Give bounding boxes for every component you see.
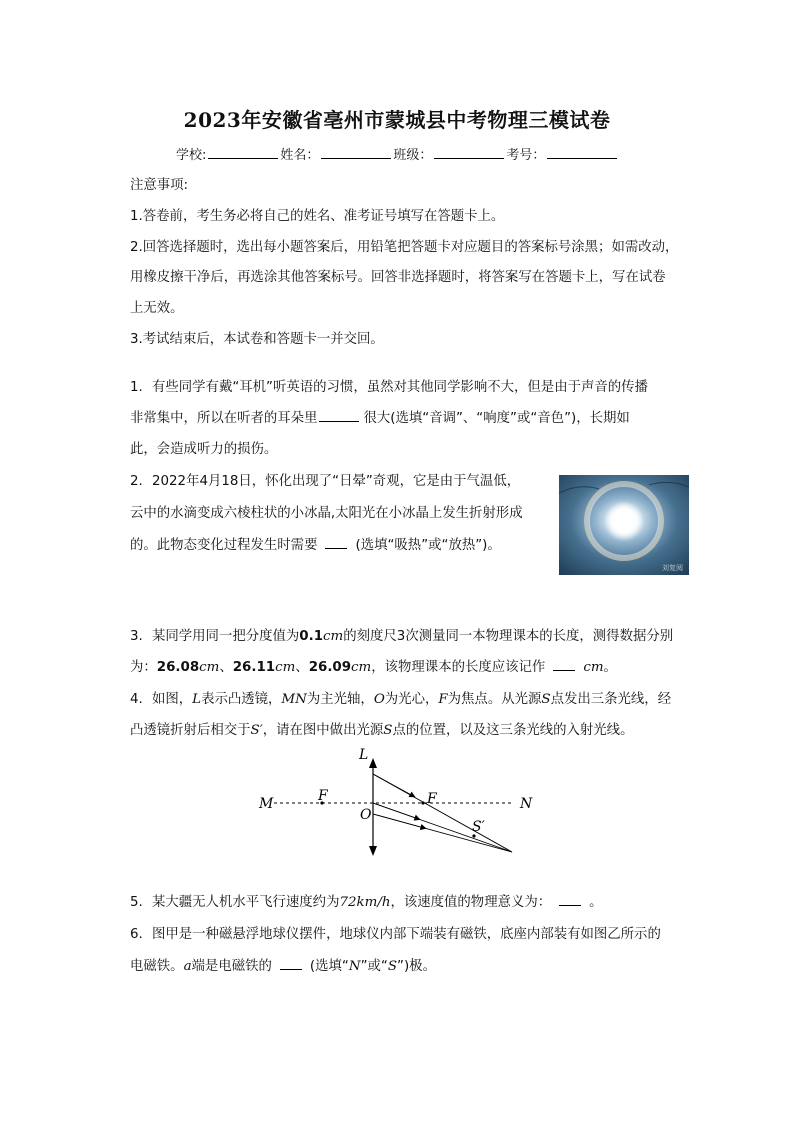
q1-line-3: 此，会造成听力的损伤。 — [130, 442, 278, 457]
q4-symbol: S — [541, 692, 551, 707]
q5-text: 。 — [589, 895, 603, 910]
q3-value: 0.1 — [299, 629, 324, 644]
q3-separator: 、 — [219, 660, 233, 675]
q3-measurement-2: 26.11 — [232, 660, 276, 675]
ray-1-arrow — [373, 774, 415, 797]
q3-line-1 — [130, 627, 673, 647]
q4-number: 4. — [130, 692, 143, 707]
school-label: 学校: — [176, 148, 207, 163]
lens-top-arrow — [369, 758, 377, 768]
q3-text: 某同学用同一把分度值为 — [152, 629, 300, 644]
q2-line-2: 云中的水滴变成六棱柱状的小冰晶,太阳光在小冰晶上发生折射形成 — [130, 506, 523, 521]
q6-number: 6. — [130, 927, 143, 942]
q1-line-2 — [130, 409, 630, 429]
q2-text: 2022年4月18日，怀化出现了“日晕”奇观，它是由于气温低， — [152, 474, 521, 489]
q3-measurement-3: 26.09 — [308, 660, 352, 675]
q4-line-1 — [130, 690, 671, 710]
q6-line-2 — [130, 957, 436, 977]
q1-text: 很大(选填“音调”、“响度”或“音色”)，长期如 — [363, 411, 630, 426]
q6-text: (选填“ — [309, 959, 349, 974]
q3-text: 。 — [603, 660, 617, 675]
ray-2-arrow — [373, 803, 420, 820]
lens-diagram-svg — [250, 740, 540, 865]
q4-text: 表示凸透镜， — [201, 692, 282, 707]
q1-answer-blank[interactable] — [319, 409, 359, 422]
q4-text: 点发出三条光线，经 — [550, 692, 672, 707]
note-2-line-3: 上无效。 — [130, 301, 184, 316]
q4-text: 凸透镜折射后相交于 — [130, 723, 251, 738]
q1-text: 非常集中，所以在听者的耳朵里 — [130, 411, 318, 426]
sun-halo-image — [559, 475, 689, 575]
exam-number-label: 考号： — [506, 148, 546, 163]
q4-text: 如图， — [152, 692, 193, 707]
label-M: M — [259, 796, 274, 812]
q6-text: 端是电磁铁的 — [191, 959, 272, 974]
q5-line-1 — [130, 893, 603, 913]
q6-text: ”或“ — [360, 959, 388, 974]
q4-symbol: MN — [281, 692, 307, 707]
q4-text: 为光心， — [384, 692, 439, 707]
student-info-line — [176, 144, 619, 163]
q2-text: (选填“吸热”或“放热”)。 — [355, 538, 501, 553]
exam-title: 2023年安徽省亳州市蒙城县中考物理三模试卷 — [183, 108, 611, 132]
label-F-right: F — [427, 791, 437, 807]
q4-line-2 — [130, 721, 633, 741]
lens-bottom-arrow — [369, 846, 377, 856]
q1-number: 1. — [130, 380, 143, 395]
q3-answer-blank[interactable] — [553, 658, 575, 671]
q6-symbol: N — [348, 959, 361, 974]
exam-number-blank[interactable] — [547, 145, 617, 159]
q4-symbol: L — [192, 692, 202, 707]
label-S-prime: S′ — [472, 819, 485, 835]
q4-symbol: S′ — [250, 723, 263, 738]
label-N: N — [520, 796, 533, 812]
school-blank[interactable] — [208, 145, 278, 159]
q3-text: ，该物理课本的长度应该记作 — [371, 660, 546, 675]
note-2-line-1: 2.回答选择题时，选出每小题答案后，用铅笔把答题卡对应题目的答案标号涂黑；如需改动， — [130, 240, 679, 255]
class-label: 班级： — [393, 148, 433, 163]
q5-number: 5. — [130, 895, 143, 910]
ray-3-arrow — [373, 814, 426, 829]
q4-text: 为主光轴， — [306, 692, 374, 707]
q3-unit: cm — [323, 629, 344, 644]
q5-text: ，该速度值的物理意义为： — [390, 895, 552, 910]
q5-text: 某大疆无人机水平飞行速度约为 — [152, 895, 340, 910]
q4-text: 为焦点。从光源 — [447, 692, 542, 707]
photo-watermark: 刘复阅 — [662, 564, 683, 572]
q3-measurement-1: 26.08 — [156, 660, 200, 675]
q6-text: 电磁铁。 — [130, 959, 184, 974]
q3-line-2 — [130, 658, 617, 678]
q4-symbol: F — [438, 692, 448, 707]
q4-symbol: S — [383, 723, 393, 738]
class-blank[interactable] — [434, 145, 504, 159]
q1-text: 有些同学有戴“耳机”听英语的习惯，虽然对其他同学影响不大，但是由于声音的传播 — [152, 380, 648, 395]
sun-halo-photo — [559, 475, 689, 575]
name-blank[interactable] — [321, 145, 391, 159]
q3-text: 的刻度尺3次测量同一本物理课本的长度，测得数据分别 — [343, 629, 674, 644]
q6-symbol: S — [387, 959, 398, 974]
q3-unit: cm — [351, 660, 372, 675]
notes-heading: 注意事项: — [130, 178, 189, 193]
note-3: 3.考试结束后，本试卷和答题卡一并交回。 — [130, 332, 384, 347]
q6-answer-blank[interactable] — [280, 957, 302, 970]
q2-line-1 — [130, 472, 520, 492]
q5-answer-blank[interactable] — [559, 893, 581, 906]
note-2-line-2: 用橡皮擦干净后，再选涂其他答案标号。回答非选择题时，将答案写在答题卡上，写在试卷 — [130, 270, 666, 285]
label-F-left: F — [318, 788, 328, 804]
q3-unit: cm — [199, 660, 220, 675]
q3-unit: cm — [275, 660, 296, 675]
name-label: 姓名： — [280, 148, 320, 163]
q1-line-1 — [130, 378, 648, 398]
q5-speed-value: 72km/h — [339, 895, 391, 910]
q3-separator: 、 — [295, 660, 309, 675]
q2-number: 2. — [130, 474, 143, 489]
q3-text: 为： — [130, 660, 157, 675]
q2-text: 的。此物态变化过程发生时需要 — [130, 538, 318, 553]
q6-text: 图甲是一种磁悬浮地球仪摆件，地球仪内部下端装有磁铁，底座内部装有如图乙所示的 — [152, 927, 661, 942]
q3-unit: cm — [583, 660, 604, 675]
q2-answer-blank[interactable] — [325, 536, 347, 549]
q4-text: ，请在图中做出光源 — [262, 723, 384, 738]
q2-line-3 — [130, 536, 501, 556]
q4-text: 点的位置，以及这三条光线的入射光线。 — [392, 723, 634, 738]
label-O: O — [360, 807, 372, 823]
q6-line-1 — [130, 925, 661, 945]
q6-text: ”)极。 — [397, 959, 436, 974]
q3-number: 3. — [130, 629, 143, 644]
note-1: 1.答卷前，考生务必将自己的姓名、准考证号填写在答题卡上。 — [130, 209, 505, 224]
q6-symbol: a — [183, 959, 192, 974]
label-L: L — [359, 747, 369, 763]
convex-lens-diagram — [250, 740, 540, 865]
q4-symbol: O — [373, 692, 385, 707]
